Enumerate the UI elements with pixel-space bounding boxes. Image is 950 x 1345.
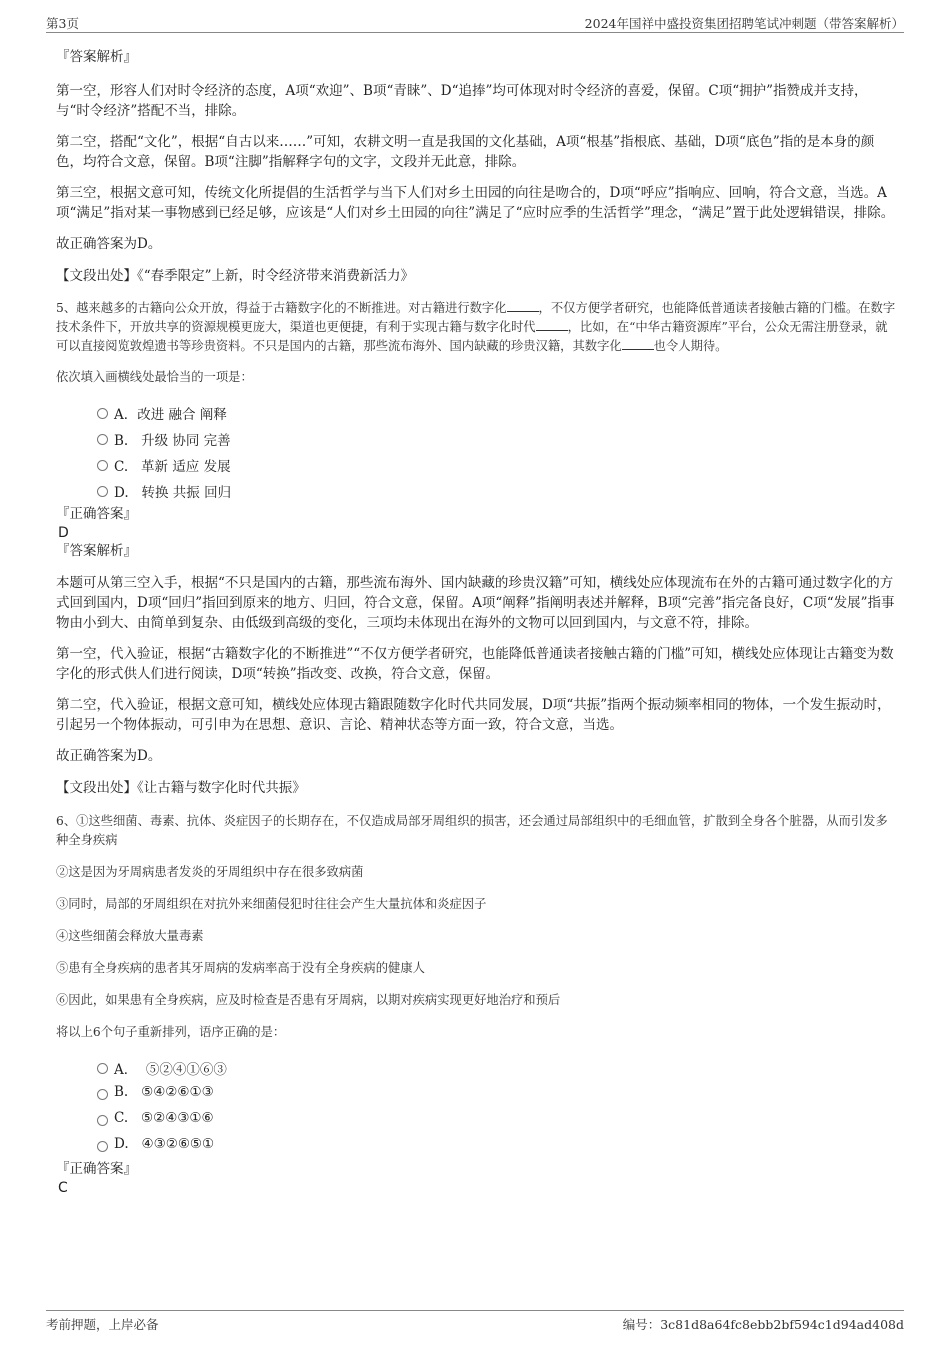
radio-icon[interactable] xyxy=(97,1063,108,1074)
conclusion: 故正确答案为D。 xyxy=(56,236,162,252)
answer-label: 『正确答案』 xyxy=(56,1161,137,1177)
option-list xyxy=(56,1056,898,1160)
radio-icon[interactable] xyxy=(97,434,108,445)
document-title: 2024年国祥中盛投资集团招聘笔试冲刺题（带答案解析） xyxy=(584,16,904,31)
radio-icon[interactable] xyxy=(97,1115,108,1126)
analysis-paragraph: 第二空，代入验证，根据文意可知，横线处应体现古籍跟随数字化时代共同发展，D项“共振”指两个振动频率相同的物体，一个发生振动时，引起另一个物体振动，可引申为在思想、意识、言论、精神状态等方面一致，符合文意，当选。 xyxy=(56,697,891,733)
question-sentence: 6、①这些细菌、毒素、抗体、炎症因子的长期存在，不仅造成局部牙周组织的损害，还会通过局部组织中的毛细血管，扩散到全身各个脏器，从而引发多种全身疾病 xyxy=(56,814,888,847)
page-header xyxy=(46,12,904,33)
analysis-paragraph: 本题可从第三空入手，根据“不只是国内的古籍，那些流布海外、国内缺藏的珍贵汉籍”可知，横线处应体现流布在外的古籍可通过数字化的方式回到国内，D项“回归”指回到原来的地方、归回，符合文意，保留。A项“阐释”指阐明表述并解释，B项“完善”指完备良好，C项“发展”指事物由小到大、由简单到复杂、由低级到高级的变化，三项均未体现出在海外的文物可以回到国内，与文意不符，排除。 xyxy=(56,575,895,631)
option-c[interactable]: C. 革新 适应 发展 xyxy=(56,453,898,479)
option-d[interactable]: D. 转换 共振 回归 xyxy=(56,479,898,505)
conclusion: 故正确答案为D。 xyxy=(56,748,162,764)
option-d[interactable]: D. ④③②⑥⑤① xyxy=(56,1134,898,1160)
analysis-paragraph: 第一空，形容人们对时令经济的态度，A项“欢迎”、B项“青睐”、D“追捧”均可体现对时令经济的喜爱，保留。C项“拥护”指赞成并支持，与“时令经济”搭配不当，排除。 xyxy=(56,83,868,119)
option-list xyxy=(56,401,898,505)
document-body xyxy=(56,46,898,1197)
question-stem: 5、越来越多的古籍向公众开放，得益于古籍数字化的不断推进。对古籍进行数字化 ，不仅方便学者研究，也能降低普通读者接触古籍的门槛。在数字技术条件下，开放共享的资源规模更庞大，渠道也更便捷，有利于实现古籍与数字化时代 ，比如，在“中华古籍资源库”平台，公众无需注册登录，就可以直接阅览敦煌遗书等珍贵资料。不只是国内的古籍，那些流布海外、国内缺藏的珍贵汉籍，其数字化 也令人期待。 xyxy=(56,301,896,353)
question-sentence: ③同时，局部的牙周组织在对抗外来细菌侵犯时往往会产生大量抗体和炎症因子 xyxy=(56,897,487,911)
page-number: 第3页 xyxy=(46,16,79,31)
option-b[interactable]: B. ⑤④②⑥①③ xyxy=(56,1082,898,1108)
option-c[interactable]: C. ⑤②④③①⑥ xyxy=(56,1108,898,1134)
question-instruction: 将以上6个句子重新排列，语序正确的是： xyxy=(56,1025,286,1039)
answer-label: 『正确答案』 xyxy=(56,506,137,522)
question-sentence: ④这些细菌会释放大量毒素 xyxy=(56,929,204,943)
analysis-paragraph: 第一空，代入验证，根据“古籍数字化的不断推进”“不仅方便学者研究，也能降低普通读者接触古籍的门槛”可知，横线处应体现让古籍变为数字化的形式供人们进行阅读，D项“转换”指改变、改换，符合文意，保留。 xyxy=(56,646,894,682)
question-sentence: ⑤患有全身疾病的患者其牙周病的发病率高于没有全身疾病的健康人 xyxy=(56,961,425,975)
footer-slogan: 考前押题，上岸必备 xyxy=(46,1317,159,1332)
correct-answer: C xyxy=(58,1180,68,1196)
blank-line xyxy=(622,337,654,350)
option-a[interactable]: A．改进 融合 阐释 xyxy=(56,401,898,427)
radio-icon[interactable] xyxy=(97,460,108,471)
source-citation: 【文段出处】《“春季限定”上新，时令经济带来消费新活力》 xyxy=(56,268,415,284)
question-instruction: 依次填入画横线处最恰当的一项是： xyxy=(56,370,253,384)
option-a[interactable]: A． ⑤②④①⑥③ xyxy=(56,1056,898,1082)
radio-icon[interactable] xyxy=(97,1141,108,1152)
radio-icon[interactable] xyxy=(97,486,108,497)
correct-answer: D xyxy=(58,525,69,541)
analysis-label: 『答案解析』 xyxy=(56,543,137,559)
page-footer xyxy=(46,1310,904,1333)
analysis-label: 『答案解析』 xyxy=(56,49,137,65)
document-id: 编号：3c81d8a64fc8ebb2bf594c1d94ad408d xyxy=(622,1317,904,1332)
blank-line xyxy=(536,318,568,331)
source-citation: 【文段出处】《让古籍与数字化时代共振》 xyxy=(56,780,306,796)
option-b[interactable]: B. 升级 协同 完善 xyxy=(56,427,898,453)
radio-icon[interactable] xyxy=(97,1089,108,1100)
question-sentence: ②这是因为牙周病患者发炎的牙周组织中存在很多致病菌 xyxy=(56,865,364,879)
blank-line xyxy=(507,299,539,312)
analysis-paragraph: 第三空，根据文意可知，传统文化所提倡的生活哲学与当下人们对乡土田园的向往是吻合的，D项“呼应”指响应、回响，符合文意，当选。A项“满足”指对某一事物感到已经足够，应该是“人们对乡土田园的向往”满足了“应时应季的生活哲学”理念，“满足”置于此处逻辑错误，排除。 xyxy=(56,185,895,221)
analysis-paragraph: 第二空，搭配“文化”，根据“自古以来……”可知，农耕文明一直是我国的文化基础，A项“根基”指根底、基础，D项“底色”指的是本身的颜色，均符合文意，保留。B项“注脚”指解释字句的文字，文段并无此意，排除。 xyxy=(56,134,875,170)
radio-icon[interactable] xyxy=(97,408,108,419)
question-sentence: ⑥因此，如果患有全身疾病，应及时检查是否患有牙周病，以期对疾病实现更好地治疗和预后 xyxy=(56,993,561,1007)
